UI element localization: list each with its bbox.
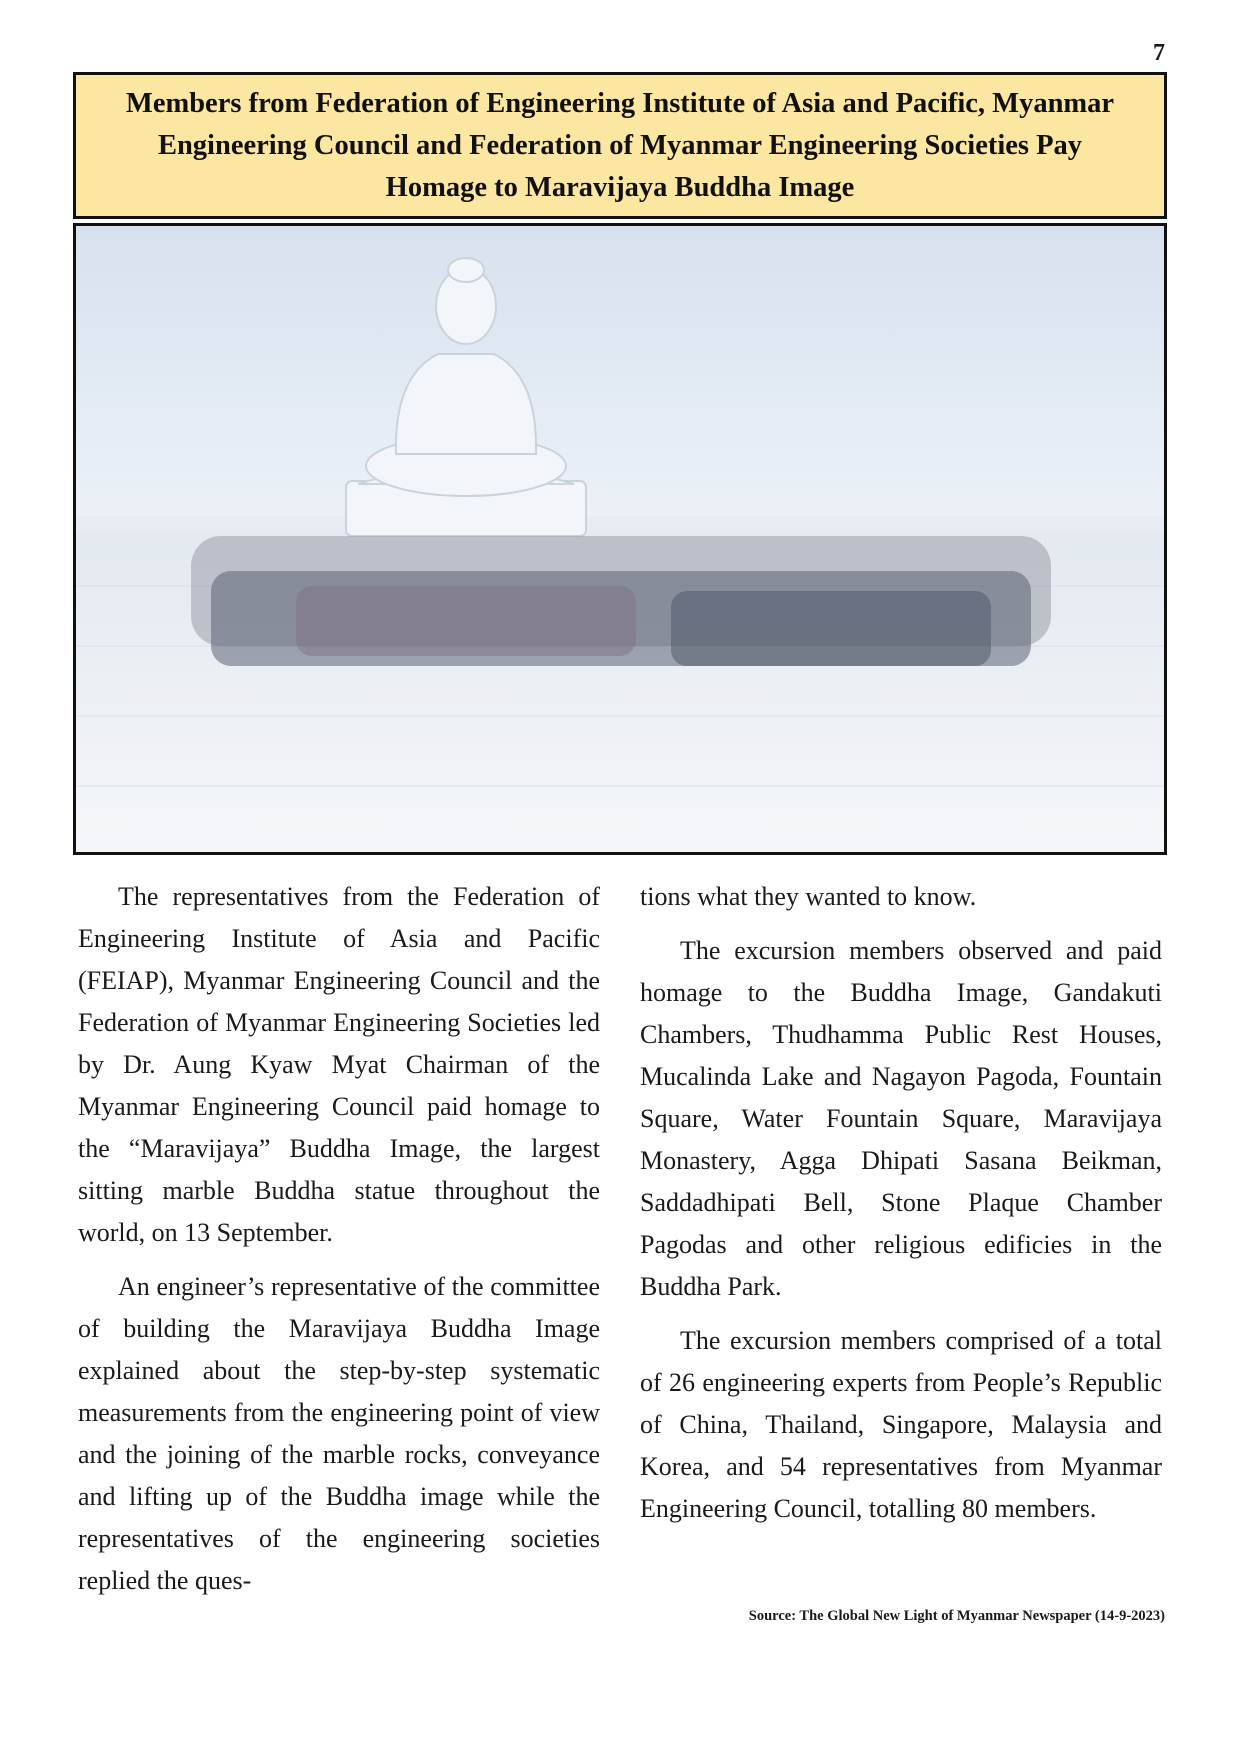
- column-right: [640, 876, 1162, 1542]
- photo-illustration: [76, 226, 1164, 852]
- group-of-people: [191, 536, 1051, 666]
- distant-colonnade: [76, 516, 1164, 532]
- sky: [76, 226, 1164, 556]
- paragraph-continuation: tions what they wanted to know.: [640, 882, 977, 911]
- paragraph: The representatives from the Federation of Engineering Institute of Asia and Pacific (FEIAP), Myanmar Engineering Council and the Federation of Myanmar Engineering Societies led by Dr. Aung Kyaw Myat Chairman of the Myanmar Engineering Council paid homage to the “Maravijaya” Buddha Image, the largest sitting marble Buddha statue throughout the world, on 13 September.: [78, 882, 600, 1247]
- column-left: [78, 876, 600, 1614]
- paragraph: An engineer’s representative of the committee of building the Maravijaya Buddha Image explained about the step-by-step systematic measurements from the engineering point of view and the joining of the marble rocks, conveyance and lifting up of the Buddha image while the representatives of the engineering societies replied the ques-: [78, 1272, 600, 1595]
- source-credit: Source: The Global New Light of Myanmar Newspaper (14-9-2023): [748, 1608, 1165, 1624]
- paragraph: The excursion members comprised of a total of 26 engineering experts from People’s Republic of China, Thailand, Singapore, Malaysia and Korea, and 54 representatives from Myanmar Engineering Council, totalling 80 members.: [640, 1326, 1162, 1523]
- paragraph: The excursion members observed and paid homage to the Buddha Image, Gandakuti Chambers, Thudhamma Public Rest Houses, Mucalinda Lake and Nagayon Pagoda, Fountain Square, Water Fountain Square, Maravijaya Monastery, Agga Dhipati Sasana Beikman, Saddadhipati Bell, Stone Plaque Chamber Pagodas and other religious edificies in the Buddha Park.: [640, 936, 1162, 1301]
- title-box: [73, 72, 1167, 219]
- photo: [73, 223, 1167, 855]
- article-title: Members from Federation of Engineering Institute of Asia and Pacific, Myanmar Engineering Council and Federation of Myanmar Engineering Societies Pay Homage to Maravijaya Buddha Image: [125, 87, 1115, 203]
- page-number: 7: [1153, 40, 1165, 66]
